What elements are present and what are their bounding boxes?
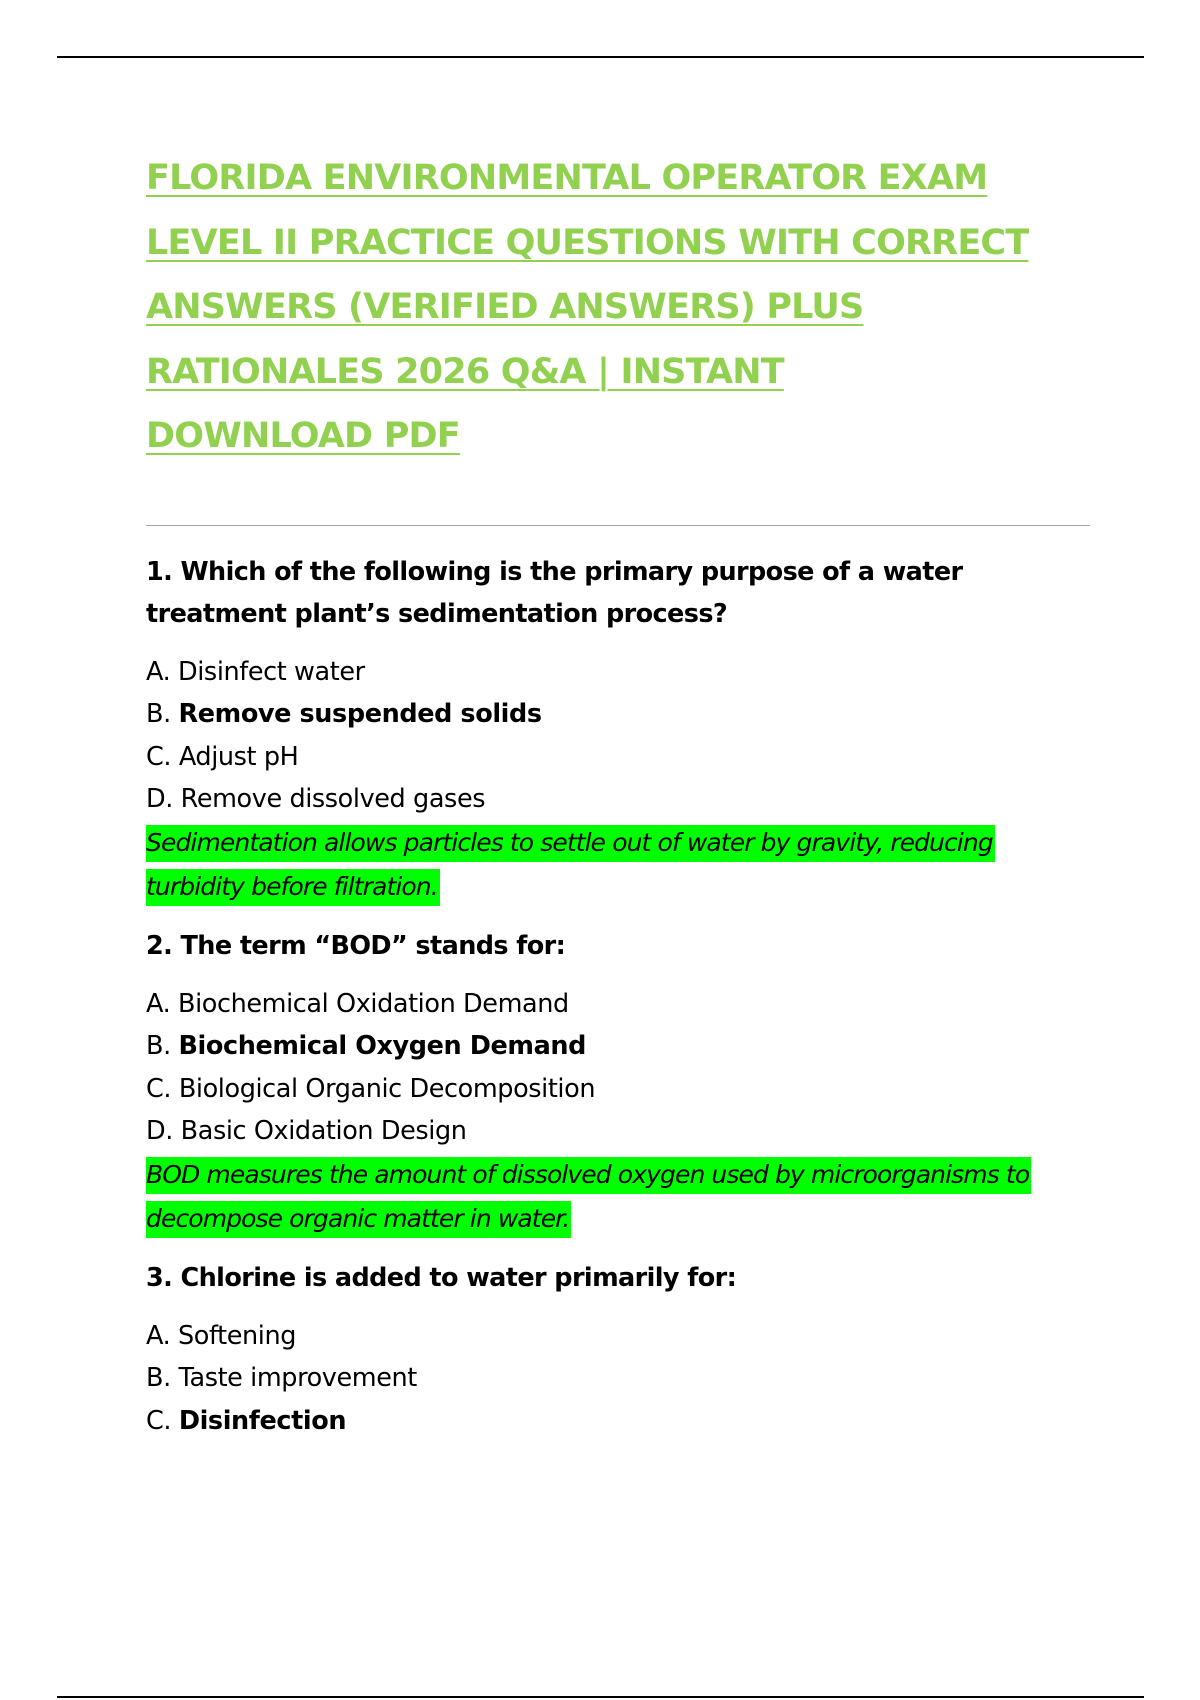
- rationale: [146, 1153, 1090, 1241]
- question-text: 1. Which of the following is the primary purpose of a water treatment plant’s sedimentation process?: [146, 556, 963, 629]
- footer-rule: [57, 1696, 1144, 1698]
- option-text: Disinfect water: [178, 656, 365, 687]
- rationale: [146, 821, 1090, 909]
- option-text: Softening: [178, 1320, 297, 1351]
- answer-option-c: [146, 1068, 1090, 1111]
- question-text: 3. Chlorine is added to water primarily for:: [146, 1262, 737, 1293]
- option-letter: B.: [146, 699, 179, 729]
- answer-option-b: [146, 1357, 1090, 1400]
- answer-option-d: [146, 778, 1090, 821]
- correct-answer-text: Remove suspended solids: [178, 699, 542, 729]
- option-text: Biological Organic Decomposition: [178, 1073, 596, 1104]
- document-title: [146, 146, 1090, 469]
- option-letter: D.: [146, 1116, 181, 1146]
- answer-options: [146, 983, 1090, 1153]
- option-text: Adjust pH: [178, 741, 299, 772]
- option-letter: D.: [146, 784, 181, 814]
- option-letter: A.: [146, 1320, 179, 1351]
- option-letter: C.: [146, 1405, 179, 1436]
- correct-answer-text: Biochemical Oxygen Demand: [178, 1031, 587, 1061]
- option-text: Remove dissolved gases: [180, 784, 486, 814]
- answer-option-b: [146, 1025, 1090, 1068]
- rationale-highlight: Sedimentation allows particles to settle out of water by gravity, reducing turbidity before filtration.: [146, 825, 995, 906]
- option-text: Taste improvement: [178, 1363, 417, 1393]
- question-block-1: [146, 551, 1090, 909]
- option-letter: C.: [146, 1073, 179, 1104]
- question-block-3: [146, 1257, 1090, 1443]
- correct-answer-text: Disinfection: [178, 1405, 347, 1436]
- option-text: Biochemical Oxidation Demand: [178, 988, 569, 1019]
- page-content: [146, 146, 1090, 1442]
- answer-option-a: [146, 983, 1090, 1026]
- answer-options: [146, 651, 1090, 821]
- question-text: 2. The term “BOD” stands for:: [146, 930, 566, 961]
- question-block-2: [146, 925, 1090, 1241]
- answer-option-d: [146, 1110, 1090, 1153]
- option-letter: A.: [146, 656, 179, 687]
- rationale-highlight: BOD measures the amount of dissolved oxygen used by microorganisms to decompose organic matter in water.: [146, 1157, 1031, 1238]
- title-line: FLORIDA ENVIRONMENTAL OPERATOR EXAM: [146, 158, 988, 198]
- option-letter: A.: [146, 988, 179, 1019]
- title-line: RATIONALES 2026 Q&A | INSTANT: [146, 351, 784, 392]
- header-rule: [57, 56, 1144, 58]
- answer-option-a: [146, 651, 1090, 694]
- title-line: DOWNLOAD PDF: [146, 416, 460, 456]
- title-line: ANSWERS (VERIFIED ANSWERS) PLUS: [146, 287, 864, 327]
- answer-option-b: [146, 693, 1090, 736]
- option-text: Basic Oxidation Design: [180, 1116, 467, 1146]
- title-divider: [146, 525, 1090, 526]
- option-letter: B.: [146, 1031, 179, 1061]
- title-line: LEVEL II PRACTICE QUESTIONS WITH CORRECT: [146, 222, 1029, 263]
- answer-option-c: [146, 1400, 1090, 1443]
- answer-options: [146, 1315, 1090, 1443]
- answer-option-a: [146, 1315, 1090, 1358]
- option-letter: B.: [146, 1363, 179, 1393]
- answer-option-c: [146, 736, 1090, 779]
- option-letter: C.: [146, 741, 179, 772]
